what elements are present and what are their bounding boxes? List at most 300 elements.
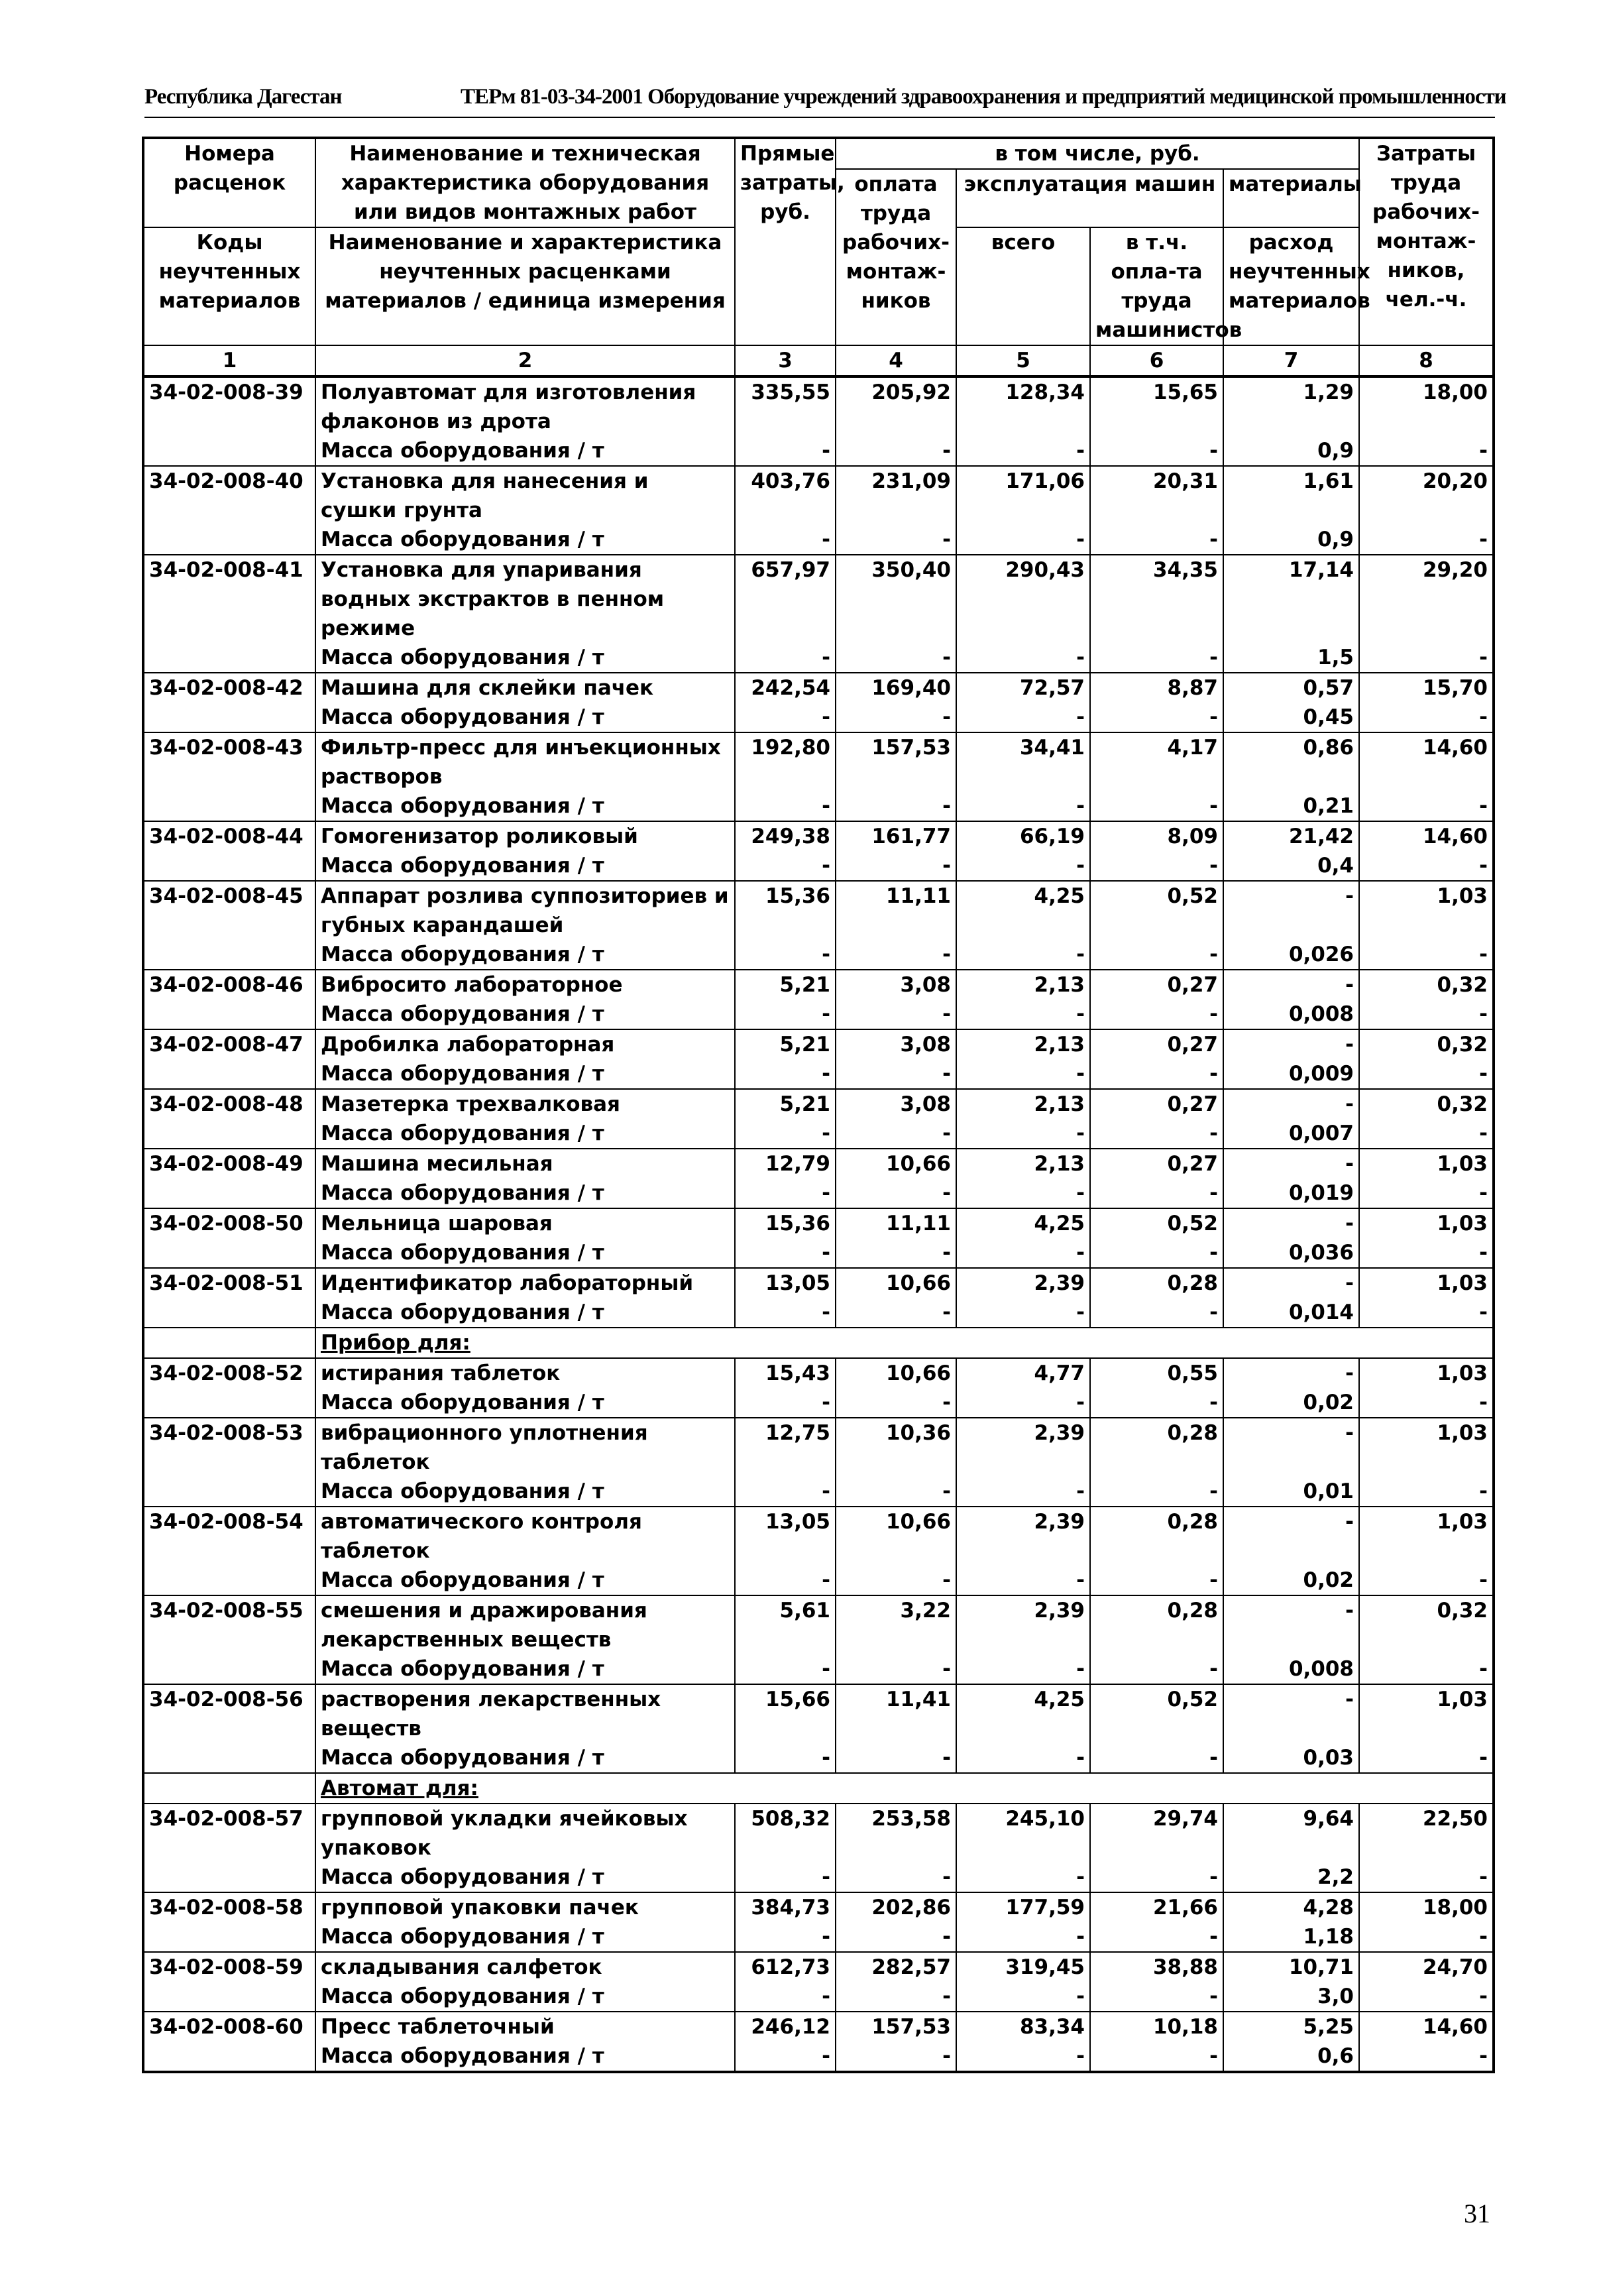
empty-dash: - <box>1359 1238 1494 1268</box>
column-number: 3 <box>735 345 836 376</box>
head-col1-top: Номера расценок <box>143 138 315 227</box>
equipment-name: Машина месильная <box>315 1149 735 1178</box>
empty-dash: - <box>1090 1388 1223 1418</box>
mass-row <box>143 1119 1494 1149</box>
table-row <box>143 1804 1494 1863</box>
equipment-name: растворения лекарственных веществ <box>315 1684 735 1743</box>
empty-dash: - <box>1090 1298 1223 1328</box>
value-col-5: 4,25 <box>956 881 1090 940</box>
equipment-name: групповой упаковки пачек <box>315 1892 735 1922</box>
mass-row <box>143 1298 1494 1328</box>
value-col-7: 21,42 <box>1223 821 1359 851</box>
column-number: 5 <box>956 345 1090 376</box>
value-col-4: 3,08 <box>836 1089 956 1119</box>
equipment-name: Полуавтомат для изготовления флаконов из дрота <box>315 376 735 436</box>
mass-label: Масса оборудования / т <box>315 436 735 466</box>
empty-dash: - <box>735 525 836 555</box>
value-col-6: 4,17 <box>1090 732 1223 791</box>
rate-code: 34-02-008-58 <box>143 1892 315 1952</box>
value-col-5: 245,10 <box>956 1804 1090 1863</box>
empty-dash: - <box>1090 1059 1223 1089</box>
empty-dash: - <box>1359 1863 1494 1892</box>
value-col-4: 10,66 <box>836 1268 956 1298</box>
value-col-6: 0,52 <box>1090 881 1223 940</box>
value-col-8: 14,60 <box>1359 2012 1494 2041</box>
value-col-7: - <box>1223 1089 1359 1119</box>
value-col-5: 34,41 <box>956 732 1090 791</box>
table-row <box>143 732 1494 791</box>
empty-dash: - <box>956 791 1090 821</box>
mass-row <box>143 436 1494 466</box>
value-col-8: 1,03 <box>1359 1149 1494 1178</box>
empty-dash: - <box>956 1982 1090 2012</box>
empty-dash: - <box>836 1298 956 1328</box>
rate-code: 34-02-008-45 <box>143 881 315 970</box>
equipment-name: Пресс таблеточный <box>315 2012 735 2041</box>
value-col-6: 0,52 <box>1090 1208 1223 1238</box>
empty-dash: - <box>836 2041 956 2072</box>
equipment-mass: 0,019 <box>1223 1178 1359 1208</box>
value-col-8: 1,03 <box>1359 1684 1494 1743</box>
table-row <box>143 970 1494 1000</box>
empty-dash: - <box>836 1863 956 1892</box>
value-col-4: 157,53 <box>836 732 956 791</box>
empty-dash: - <box>956 1119 1090 1149</box>
empty-dash: - <box>836 1477 956 1507</box>
empty-dash: - <box>836 436 956 466</box>
empty-dash: - <box>956 940 1090 970</box>
head-col4: оплата труда рабочих-монтаж-ников <box>836 169 956 345</box>
value-col-6: 29,74 <box>1090 1804 1223 1863</box>
equipment-mass: 0,014 <box>1223 1298 1359 1328</box>
table-row <box>143 555 1494 643</box>
value-col-6: 8,09 <box>1090 821 1223 851</box>
document-title: ТЕРм 81-03-34-2001 Оборудование учреждений здравоохранения и предприятий медицинской промышленности <box>461 85 1506 109</box>
value-col-8: 18,00 <box>1359 376 1494 436</box>
value-col-5: 177,59 <box>956 1892 1090 1922</box>
equipment-mass: 0,45 <box>1223 703 1359 732</box>
value-col-6: 10,18 <box>1090 2012 1223 2041</box>
equipment-name: Идентификатор лабораторный <box>315 1268 735 1298</box>
empty-dash: - <box>836 703 956 732</box>
empty-dash: - <box>735 791 836 821</box>
rate-code: 34-02-008-53 <box>143 1418 315 1507</box>
empty-dash: - <box>1090 940 1223 970</box>
value-col-8: 1,03 <box>1359 1507 1494 1566</box>
value-col-3: 5,61 <box>735 1595 836 1654</box>
value-col-8: 1,03 <box>1359 1418 1494 1477</box>
value-col-4: 282,57 <box>836 1952 956 1982</box>
value-col-4: 3,08 <box>836 970 956 1000</box>
group-label: Прибор для: <box>315 1328 1494 1358</box>
empty-dash: - <box>735 1654 836 1684</box>
mass-label: Масса оборудования / т <box>315 643 735 673</box>
rate-code: 34-02-008-59 <box>143 1952 315 2012</box>
rate-code: 34-02-008-60 <box>143 2012 315 2072</box>
empty-dash: - <box>836 1000 956 1029</box>
empty-dash: - <box>836 1059 956 1089</box>
equipment-mass: 0,21 <box>1223 791 1359 821</box>
value-col-5: 2,13 <box>956 1089 1090 1119</box>
empty-dash: - <box>1359 1000 1494 1029</box>
head-col2-bottom: Наименование и характеристика неучтенных расценками материалов / единица измерения <box>315 227 735 345</box>
value-col-8: 0,32 <box>1359 1595 1494 1654</box>
value-col-5: 2,39 <box>956 1595 1090 1654</box>
empty-dash: - <box>836 1388 956 1418</box>
value-col-3: 15,36 <box>735 1208 836 1238</box>
mass-label: Масса оборудования / т <box>315 703 735 732</box>
mass-label: Масса оборудования / т <box>315 1119 735 1149</box>
empty-dash: - <box>1359 940 1494 970</box>
rate-code: 34-02-008-56 <box>143 1684 315 1773</box>
value-col-5: 128,34 <box>956 376 1090 436</box>
empty-dash: - <box>1090 1566 1223 1595</box>
empty-dash: - <box>735 1982 836 2012</box>
empty-dash: - <box>956 1922 1090 1952</box>
empty-dash: - <box>1090 1863 1223 1892</box>
value-col-5: 83,34 <box>956 2012 1090 2041</box>
equipment-name: Установка для нанесения и сушки грунта <box>315 466 735 525</box>
column-number: 4 <box>836 345 956 376</box>
value-col-5: 319,45 <box>956 1952 1090 1982</box>
value-col-6: 0,28 <box>1090 1418 1223 1477</box>
value-col-5: 171,06 <box>956 466 1090 525</box>
empty-dash: - <box>956 1298 1090 1328</box>
value-col-4: 202,86 <box>836 1892 956 1922</box>
value-col-4: 205,92 <box>836 376 956 436</box>
mass-label: Масса оборудования / т <box>315 940 735 970</box>
empty-dash: - <box>1090 1178 1223 1208</box>
value-col-6: 0,27 <box>1090 1089 1223 1119</box>
empty-dash: - <box>836 643 956 673</box>
value-col-4: 11,11 <box>836 881 956 940</box>
value-col-6: 0,28 <box>1090 1507 1223 1566</box>
empty-dash: - <box>735 1298 836 1328</box>
table-row <box>143 1149 1494 1178</box>
equipment-mass: 0,4 <box>1223 851 1359 881</box>
value-col-8: 1,03 <box>1359 881 1494 940</box>
value-col-6: 15,65 <box>1090 376 1223 436</box>
empty-dash: - <box>735 643 836 673</box>
empty-dash: - <box>956 1477 1090 1507</box>
value-col-3: 242,54 <box>735 673 836 703</box>
head-col7: расход неучтенных материалов <box>1223 227 1359 345</box>
mass-label: Масса оборудования / т <box>315 2041 735 2072</box>
value-col-6: 0,55 <box>1090 1358 1223 1388</box>
value-col-7: - <box>1223 1029 1359 1059</box>
empty-dash: - <box>1359 791 1494 821</box>
equipment-name: Фильтр-пресс для инъекционных растворов <box>315 732 735 791</box>
table-row <box>143 1595 1494 1654</box>
value-col-4: 11,41 <box>836 1684 956 1743</box>
empty-dash: - <box>735 1238 836 1268</box>
table-row <box>143 1507 1494 1566</box>
value-col-8: 14,60 <box>1359 821 1494 851</box>
value-col-3: 13,05 <box>735 1268 836 1298</box>
value-col-6: 20,31 <box>1090 466 1223 525</box>
value-col-7: - <box>1223 1358 1359 1388</box>
value-col-4: 10,36 <box>836 1418 956 1477</box>
value-col-7: 4,28 <box>1223 1892 1359 1922</box>
empty-dash: - <box>1090 1477 1223 1507</box>
table-row <box>143 2012 1494 2041</box>
value-col-7: 0,57 <box>1223 673 1359 703</box>
mass-row <box>143 703 1494 732</box>
group-row <box>143 1773 1494 1804</box>
value-col-3: 15,36 <box>735 881 836 940</box>
empty-dash: - <box>735 1477 836 1507</box>
empty-dash: - <box>956 436 1090 466</box>
empty-dash: - <box>735 1566 836 1595</box>
empty-dash: - <box>1359 2041 1494 2072</box>
rate-code: 34-02-008-41 <box>143 555 315 673</box>
table-row <box>143 466 1494 525</box>
empty-dash: - <box>1090 791 1223 821</box>
empty-dash: - <box>1090 2041 1223 2072</box>
mass-label: Масса оборудования / т <box>315 1922 735 1952</box>
value-col-5: 2,39 <box>956 1507 1090 1566</box>
value-col-7: - <box>1223 1208 1359 1238</box>
empty-dash: - <box>1359 643 1494 673</box>
empty-dash: - <box>1359 851 1494 881</box>
value-col-7: 1,61 <box>1223 466 1359 525</box>
value-col-4: 253,58 <box>836 1804 956 1863</box>
empty-dash: - <box>1090 1238 1223 1268</box>
equipment-mass: 2,2 <box>1223 1863 1359 1892</box>
empty-dash: - <box>1359 1477 1494 1507</box>
empty-dash: - <box>735 1119 836 1149</box>
equipment-name: Дробилка лабораторная <box>315 1029 735 1059</box>
empty-dash: - <box>956 851 1090 881</box>
page-number: 31 <box>1464 2199 1490 2228</box>
value-col-7: - <box>1223 1268 1359 1298</box>
empty-dash: - <box>956 1000 1090 1029</box>
equipment-name: Мельница шаровая <box>315 1208 735 1238</box>
equipment-mass: 0,02 <box>1223 1388 1359 1418</box>
equipment-name: вибрационного уплотнения таблеток <box>315 1418 735 1477</box>
head-col8: Затраты труда рабочих-монтаж-ников, чел.-ч. <box>1359 138 1494 345</box>
equipment-mass: 0,9 <box>1223 525 1359 555</box>
mass-row <box>143 1477 1494 1507</box>
mass-row <box>143 1982 1494 2012</box>
equipment-mass: 0,008 <box>1223 1000 1359 1029</box>
value-col-3: 15,43 <box>735 1358 836 1388</box>
value-col-6: 38,88 <box>1090 1952 1223 1982</box>
empty-dash: - <box>956 1178 1090 1208</box>
equipment-mass: 0,026 <box>1223 940 1359 970</box>
head-incl: в том числе, руб. <box>836 138 1359 169</box>
empty-dash: - <box>1359 436 1494 466</box>
value-col-4: 157,53 <box>836 2012 956 2041</box>
value-col-8: 0,32 <box>1359 1089 1494 1119</box>
empty-dash: - <box>956 1566 1090 1595</box>
table-row <box>143 1208 1494 1238</box>
mass-row <box>143 1566 1494 1595</box>
rate-code: 34-02-008-48 <box>143 1089 315 1149</box>
equipment-mass: 0,009 <box>1223 1059 1359 1089</box>
value-col-3: 612,73 <box>735 1952 836 1982</box>
value-col-3: 12,75 <box>735 1418 836 1477</box>
value-col-7: 9,64 <box>1223 1804 1359 1863</box>
value-col-7: - <box>1223 1684 1359 1743</box>
empty-dash: - <box>1090 525 1223 555</box>
table-row <box>143 1029 1494 1059</box>
empty-dash: - <box>836 1654 956 1684</box>
empty-dash: - <box>956 1238 1090 1268</box>
value-col-7: - <box>1223 881 1359 940</box>
value-col-7: 1,29 <box>1223 376 1359 436</box>
value-col-5: 2,13 <box>956 970 1090 1000</box>
value-col-4: 10,66 <box>836 1507 956 1566</box>
equipment-mass: 0,036 <box>1223 1238 1359 1268</box>
value-col-3: 384,73 <box>735 1892 836 1922</box>
empty-dash: - <box>1090 1743 1223 1773</box>
empty-dash: - <box>735 1922 836 1952</box>
empty-dash: - <box>735 1178 836 1208</box>
value-col-3: 508,32 <box>735 1804 836 1863</box>
mass-label: Масса оборудования / т <box>315 851 735 881</box>
rate-code: 34-02-008-52 <box>143 1358 315 1418</box>
empty-dash: - <box>956 1388 1090 1418</box>
value-col-4: 350,40 <box>836 555 956 643</box>
value-col-5: 4,25 <box>956 1684 1090 1743</box>
value-col-5: 72,57 <box>956 673 1090 703</box>
value-col-8: 24,70 <box>1359 1952 1494 1982</box>
mass-label: Масса оборудования / т <box>315 1982 735 2012</box>
empty-dash: - <box>1359 1119 1494 1149</box>
empty-dash: - <box>1359 1922 1494 1952</box>
value-col-8: 18,00 <box>1359 1892 1494 1922</box>
mass-row <box>143 1388 1494 1418</box>
value-col-3: 5,21 <box>735 1029 836 1059</box>
empty-dash: - <box>836 1119 956 1149</box>
value-col-6: 0,27 <box>1090 1149 1223 1178</box>
group-code-cell <box>143 1328 315 1358</box>
value-col-8: 14,60 <box>1359 732 1494 791</box>
empty-dash: - <box>1359 1059 1494 1089</box>
value-col-3: 5,21 <box>735 970 836 1000</box>
head-col2-top: Наименование и техническая характеристика оборудования или видов монтажных работ <box>315 138 735 227</box>
empty-dash: - <box>956 525 1090 555</box>
empty-dash: - <box>956 703 1090 732</box>
equipment-name: Машина для склейки пачек <box>315 673 735 703</box>
rate-code: 34-02-008-51 <box>143 1268 315 1328</box>
mass-row <box>143 525 1494 555</box>
value-col-6: 34,35 <box>1090 555 1223 643</box>
empty-dash: - <box>1359 1982 1494 2012</box>
mass-row <box>143 1922 1494 1952</box>
value-col-3: 249,38 <box>735 821 836 851</box>
equipment-mass: 0,9 <box>1223 436 1359 466</box>
mass-label: Масса оборудования / т <box>315 791 735 821</box>
equipment-mass: 0,008 <box>1223 1654 1359 1684</box>
region-title: Республика Дагестан <box>144 85 342 109</box>
equipment-mass: 0,01 <box>1223 1477 1359 1507</box>
value-col-5: 66,19 <box>956 821 1090 851</box>
value-col-7: - <box>1223 970 1359 1000</box>
value-col-7: 10,71 <box>1223 1952 1359 1982</box>
value-col-5: 290,43 <box>956 555 1090 643</box>
empty-dash: - <box>1090 1922 1223 1952</box>
empty-dash: - <box>1359 1743 1494 1773</box>
mass-label: Масса оборудования / т <box>315 1477 735 1507</box>
head-col3: Прямые затраты, руб. <box>735 138 836 345</box>
column-number: 2 <box>315 345 735 376</box>
rate-code: 34-02-008-57 <box>143 1804 315 1892</box>
rate-code: 34-02-008-47 <box>143 1029 315 1089</box>
value-col-4: 161,77 <box>836 821 956 851</box>
value-col-4: 231,09 <box>836 466 956 525</box>
equipment-name: групповой укладки ячейковых упаковок <box>315 1804 735 1863</box>
value-col-8: 1,03 <box>1359 1268 1494 1298</box>
rate-code: 34-02-008-50 <box>143 1208 315 1268</box>
value-col-3: 12,79 <box>735 1149 836 1178</box>
empty-dash: - <box>956 1743 1090 1773</box>
empty-dash: - <box>1359 703 1494 732</box>
value-col-7: - <box>1223 1418 1359 1477</box>
empty-dash: - <box>735 1059 836 1089</box>
value-col-6: 0,28 <box>1090 1595 1223 1654</box>
mass-label: Масса оборудования / т <box>315 1863 735 1892</box>
empty-dash: - <box>836 1566 956 1595</box>
rate-code: 34-02-008-46 <box>143 970 315 1029</box>
value-col-6: 0,27 <box>1090 970 1223 1000</box>
rate-code: 34-02-008-54 <box>143 1507 315 1595</box>
value-col-5: 4,25 <box>956 1208 1090 1238</box>
value-col-8: 29,20 <box>1359 555 1494 643</box>
mass-label: Масса оборудования / т <box>315 1566 735 1595</box>
value-col-3: 5,21 <box>735 1089 836 1119</box>
mass-label: Масса оборудования / т <box>315 1654 735 1684</box>
value-col-7: - <box>1223 1149 1359 1178</box>
value-col-3: 335,55 <box>735 376 836 436</box>
rate-code: 34-02-008-39 <box>143 376 315 466</box>
head-materials: материалы <box>1223 169 1359 227</box>
empty-dash: - <box>1090 1654 1223 1684</box>
rate-code: 34-02-008-49 <box>143 1149 315 1208</box>
empty-dash: - <box>1359 1178 1494 1208</box>
equipment-name: Установка для упаривания водных экстрактов в пенном режиме <box>315 555 735 643</box>
value-col-3: 15,66 <box>735 1684 836 1743</box>
table-row <box>143 1892 1494 1922</box>
value-col-3: 192,80 <box>735 732 836 791</box>
column-number: 1 <box>143 345 315 376</box>
empty-dash: - <box>1090 703 1223 732</box>
value-col-4: 10,66 <box>836 1149 956 1178</box>
equipment-name: смешения и дражирования лекарственных веществ <box>315 1595 735 1654</box>
empty-dash: - <box>836 525 956 555</box>
head-machines: эксплуатация машин <box>956 169 1223 227</box>
empty-dash: - <box>836 1743 956 1773</box>
empty-dash: - <box>956 1059 1090 1089</box>
group-label: Автомат для: <box>315 1773 1494 1804</box>
value-col-3: 403,76 <box>735 466 836 525</box>
empty-dash: - <box>956 643 1090 673</box>
equipment-mass: 0,02 <box>1223 1566 1359 1595</box>
empty-dash: - <box>735 2041 836 2072</box>
value-col-8: 20,20 <box>1359 466 1494 525</box>
empty-dash: - <box>1090 436 1223 466</box>
empty-dash: - <box>956 2041 1090 2072</box>
mass-row <box>143 1238 1494 1268</box>
equipment-name: автоматического контроля таблеток <box>315 1507 735 1566</box>
mass-row <box>143 851 1494 881</box>
mass-label: Масса оборудования / т <box>315 1238 735 1268</box>
head-col5: всего <box>956 227 1090 345</box>
equipment-name: Гомогенизатор роликовый <box>315 821 735 851</box>
equipment-name: Мазетерка трехвалковая <box>315 1089 735 1119</box>
equipment-mass: 1,18 <box>1223 1922 1359 1952</box>
